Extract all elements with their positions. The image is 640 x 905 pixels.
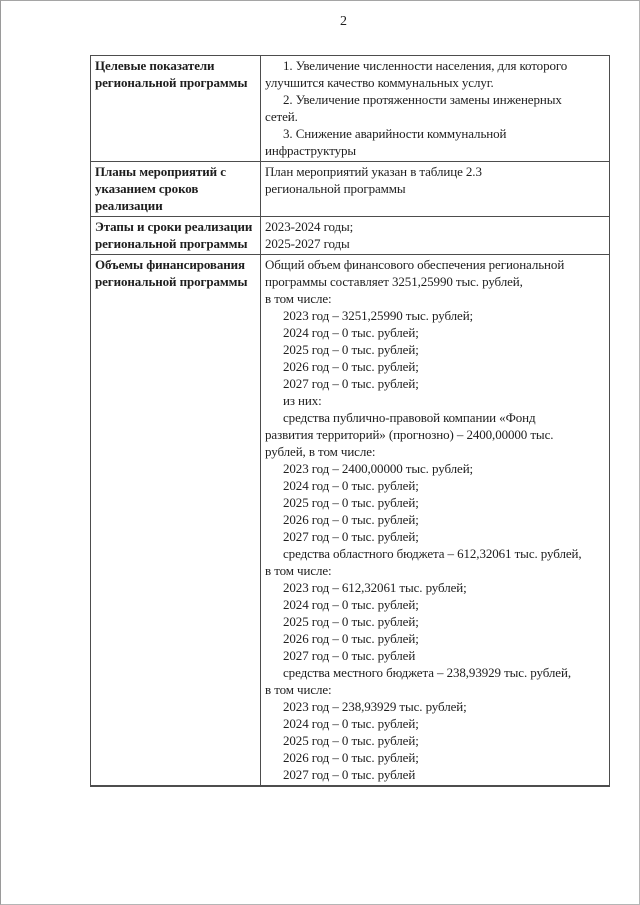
text-line: 2027 год – 0 тыс. рублей (283, 767, 416, 782)
row-label-cell: Этапы и сроки реализации региональной программы (91, 217, 261, 255)
row-content-cell (261, 162, 610, 217)
text-line: 2026 год – 0 тыс. рублей; (283, 359, 419, 374)
text-line: 2025 год – 0 тыс. рублей; (283, 342, 419, 357)
text-line: инфраструктуры (265, 143, 357, 158)
row-label-cell: Целевые показатели региональной программы (91, 56, 261, 162)
text-line: 1. Увеличение численности населения, для которого (283, 58, 568, 73)
text-line: 2025-2027 годы (265, 236, 350, 251)
text-line: средства публично-правовой компании «Фонд (283, 410, 536, 425)
text-line: в том числе: (265, 682, 332, 697)
text-line: региональной программы (265, 181, 406, 196)
text-line: 2023 год – 238,93929 тыс. рублей; (283, 699, 467, 714)
text-line: развития территорий» (прогнозно) – 2400,00000 тыс. (265, 427, 554, 442)
text-line: в том числе: (265, 563, 332, 578)
row-label-cell: Объемы финансирования региональной программы (91, 255, 261, 787)
text-line: 2024 год – 0 тыс. рублей; (283, 325, 419, 340)
text-line: сетей. (265, 109, 298, 124)
passport-table-body (91, 56, 610, 787)
table-row (91, 217, 610, 255)
text-line: 2025 год – 0 тыс. рублей; (283, 495, 419, 510)
text-line: в том числе: (265, 291, 332, 306)
text-line: 3. Снижение аварийности коммунальной (283, 126, 507, 141)
text-line: 2025 год – 0 тыс. рублей; (283, 614, 419, 629)
table-row (91, 255, 610, 787)
text-line: 2024 год – 0 тыс. рублей; (283, 597, 419, 612)
text-line: 2025 год – 0 тыс. рублей; (283, 733, 419, 748)
text-line: 2026 год – 0 тыс. рублей; (283, 631, 419, 646)
text-line: улучшится качество коммунальных услуг. (265, 75, 494, 90)
table-row (91, 56, 610, 162)
text-line: средства областного бюджета – 612,32061 тыс. рублей, (283, 546, 582, 561)
row-content-cell (261, 217, 610, 255)
text-line: 2023 год – 612,32061 тыс. рублей; (283, 580, 467, 595)
text-line: 2027 год – 0 тыс. рублей (283, 648, 416, 663)
table-row (91, 162, 610, 217)
text-line: План мероприятий указан в таблице 2.3 (265, 164, 482, 179)
text-line: Общий объем финансового обеспечения региональной (265, 257, 565, 272)
text-line: 2023 год – 3251,25990 тыс. рублей; (283, 308, 474, 323)
text-line: 2026 год – 0 тыс. рублей; (283, 750, 419, 765)
text-line: рублей, в том числе: (265, 444, 376, 459)
text-line: программы составляет 3251,25990 тыс. рублей, (265, 274, 523, 289)
row-label-cell: Планы мероприятий с указанием сроков реализации (91, 162, 261, 217)
program-passport-table (90, 55, 610, 787)
page-header (91, 13, 596, 30)
text-line: 2024 год – 0 тыс. рублей; (283, 478, 419, 493)
text-line: средства местного бюджета – 238,93929 тыс. рублей, (283, 665, 571, 680)
text-line: из них: (283, 393, 322, 408)
text-line: 2023-2024 годы; (265, 219, 354, 234)
text-line: 2027 год – 0 тыс. рублей; (283, 529, 419, 544)
text-line: 2024 год – 0 тыс. рублей; (283, 716, 419, 731)
text-line: 2. Увеличение протяженности замены инженерных (283, 92, 562, 107)
text-line: 2023 год – 2400,00000 тыс. рублей; (283, 461, 474, 476)
text-line: 2027 год – 0 тыс. рублей; (283, 376, 419, 391)
row-content-cell (261, 255, 610, 787)
row-content-cell (261, 56, 610, 162)
page-number: 2 (340, 14, 347, 29)
text-line: 2026 год – 0 тыс. рублей; (283, 512, 419, 527)
